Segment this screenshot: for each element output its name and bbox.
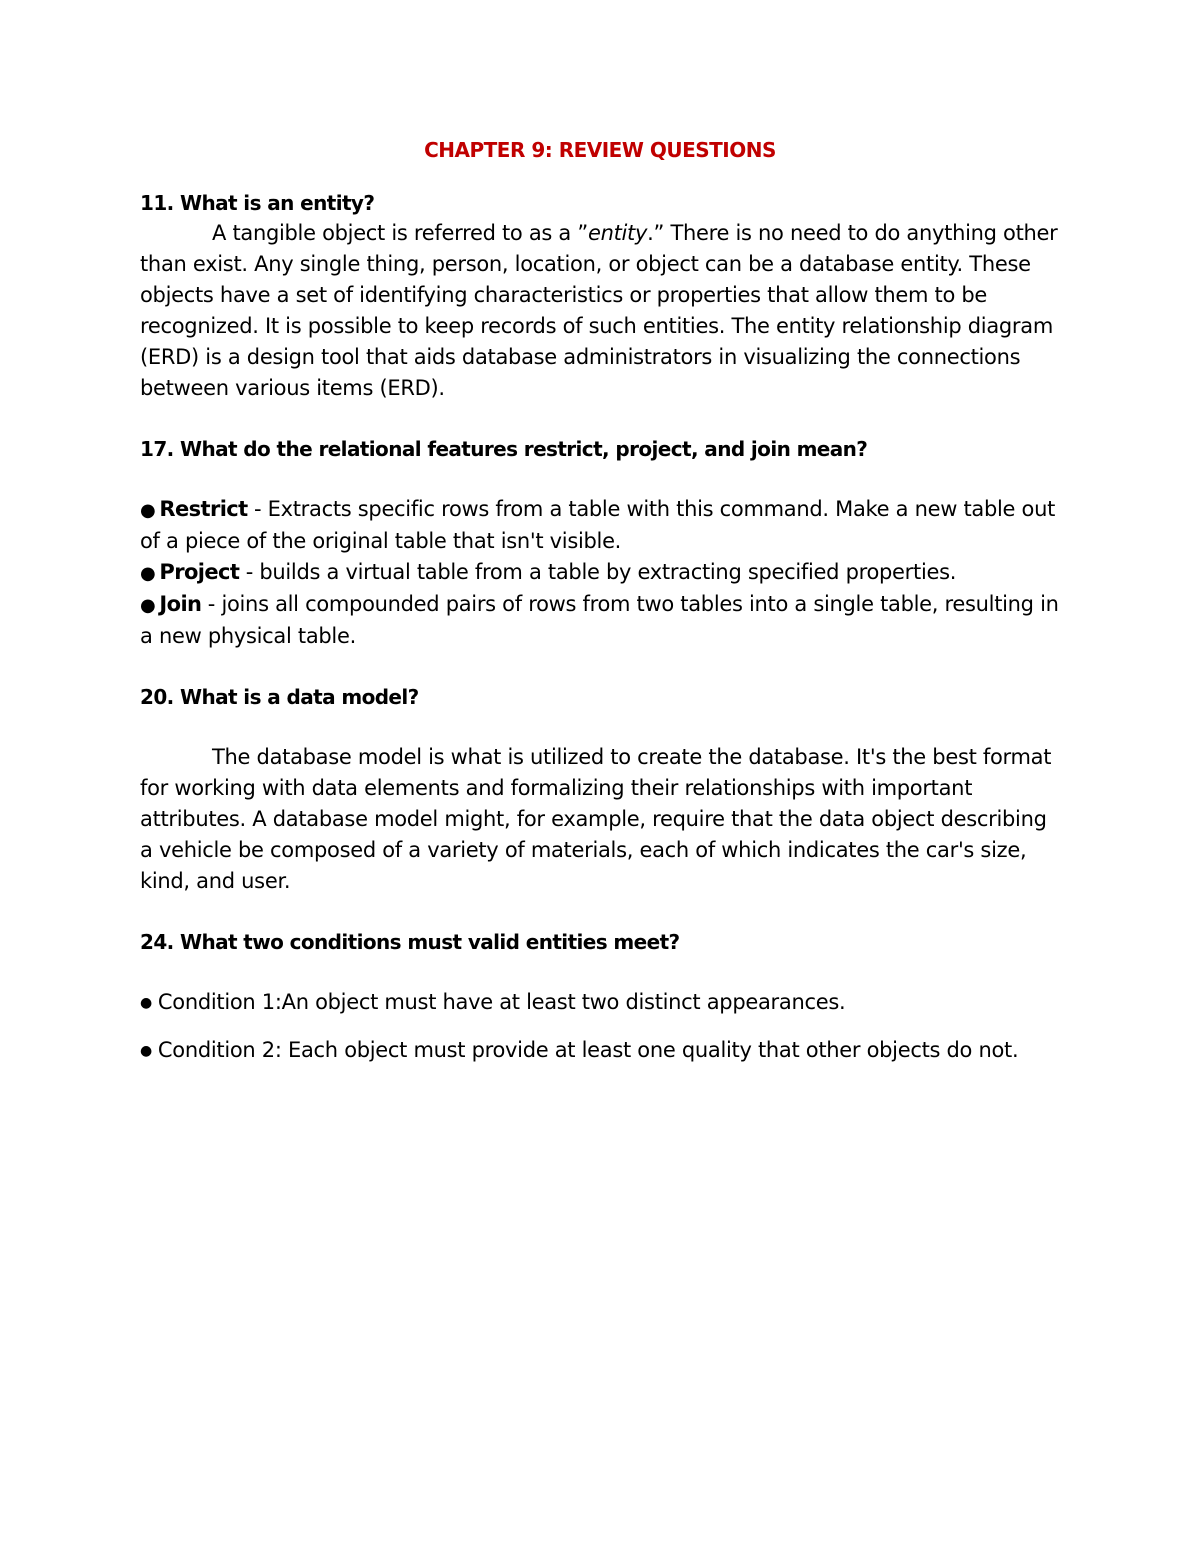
question-24: 24. What two conditions must valid entities meet?: [140, 930, 680, 954]
question-20: 20. What is a data model?: [140, 685, 419, 709]
definition-join: joins all compounded pairs of rows from two tables into a single table, resulting in a new physical table.: [140, 592, 1059, 648]
term-separator: -: [201, 592, 222, 616]
term-separator: -: [239, 560, 260, 584]
condition-1-text: Condition 1:An object must have at least two distinct appearances.: [157, 990, 846, 1014]
condition-2-text: Condition 2: Each object must provide at least one quality that other objects do not.: [157, 1038, 1019, 1062]
question-17: 17. What do the relational features restrict, project, and join mean?: [140, 437, 868, 461]
bullet-icon: ●: [140, 995, 152, 1011]
definition-project: builds a virtual table from a table by extracting specified properties.: [259, 560, 957, 584]
list-item-condition-2: [140, 1035, 1060, 1069]
term-project: Project: [159, 560, 240, 584]
definition-restrict: Extracts specific rows from a table with this command. Make a new table out of a piece of the original table that isn't visible.: [140, 497, 1056, 553]
list-item-condition-1: [140, 987, 1060, 1021]
list-item-project: [140, 557, 1060, 589]
term-separator: -: [247, 497, 268, 521]
list-item-join: [140, 589, 1060, 652]
answer-11-post: .” There is no need to do anything other than exist. Any single thing, person, location, or object can be a database entity. These objects have a set of identifying characteristics or properties that allow them to be recognized. It is possible to keep records of such entities. The entity relationship diagram (ERD) is a design tool that aids database administrators in visualizing the connections between various items (ERD).: [140, 221, 1058, 400]
bullet-icon: ●: [140, 563, 156, 584]
chapter-title: CHAPTER 9: REVIEW QUESTIONS: [424, 138, 776, 162]
bullet-icon: ●: [140, 595, 156, 616]
answer-11-pre: A tangible object is referred to as a ”: [212, 221, 588, 245]
answer-20: The database model is what is utilized to create the database. It's the best format for working with data elements and formalizing their relationships with important attributes. A database model might, for example, require that the data object describing a vehicle be composed of a variety of materials, each of which indicates the car's size, kind, and user.: [140, 745, 1052, 893]
bullet-icon: ●: [140, 1043, 152, 1059]
answer-11: [140, 218, 1060, 404]
bullet-icon: ●: [140, 500, 156, 521]
question-11: 11. What is an entity?: [140, 191, 375, 215]
list-item-restrict: [140, 494, 1060, 557]
term-restrict: Restrict: [159, 497, 248, 521]
answer-11-entity-term: entity: [587, 221, 648, 245]
term-join: Join: [159, 592, 202, 616]
